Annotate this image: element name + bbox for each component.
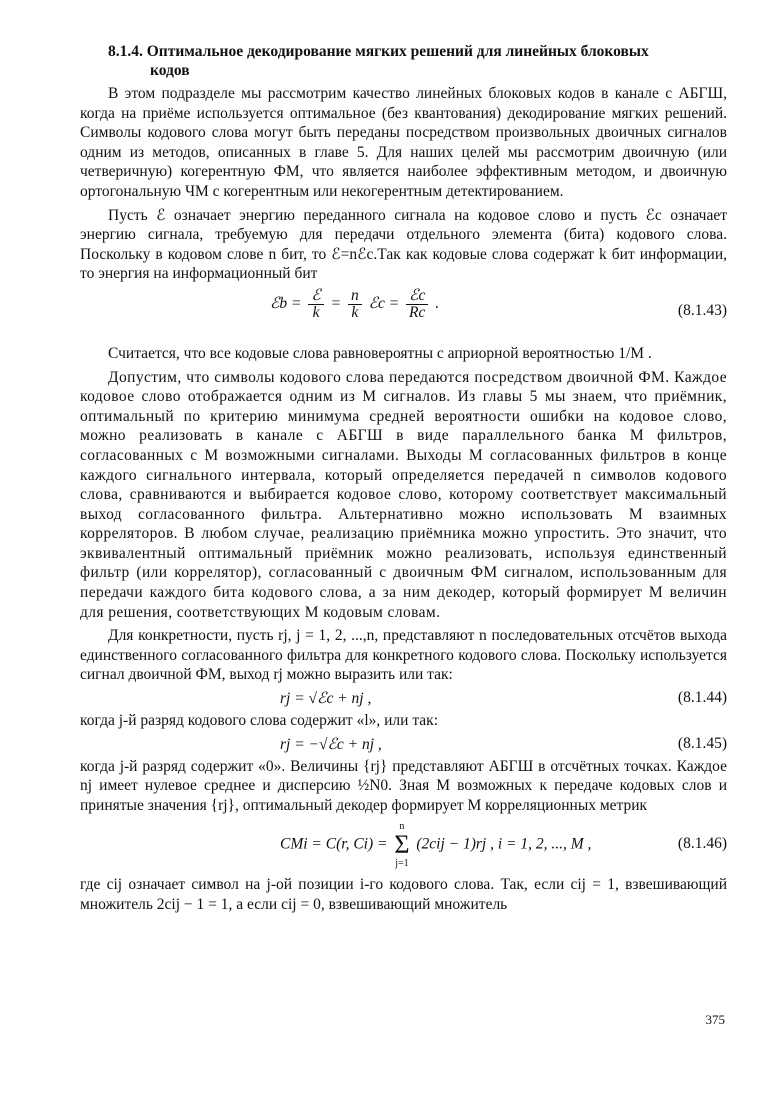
eq43-frac1 <box>308 288 323 321</box>
equation-8-1-43 <box>80 284 727 344</box>
eq46-rhs: (2cij − 1)rj , i = 1, 2, ..., M , <box>416 835 592 853</box>
eq46-sum <box>394 821 409 869</box>
eq43-frac3 <box>406 288 428 321</box>
eq43-tail: . <box>435 295 440 312</box>
eq46-lhs: CMi = C(r, Ci) = <box>280 835 388 853</box>
paragraph-equiprobable: Считается, что все кодовые слова равновероятны с априорной вероятностью 1/M . <box>108 344 652 362</box>
eq43-mid2: ℰc = <box>368 295 400 312</box>
eq46-sum-top: n <box>399 821 405 833</box>
paragraph-samples: Для конкретности, пусть rj, j = 1, 2, ...,n, представляют n последовательных отсчётов выхода единственного согласованного фильтра для конкретного кодового слова. Поскольку используется сигнал двоичной ФМ, выход rj можно выразить или так: <box>80 627 727 684</box>
eq45-text: rj = −√ℰc + nj , <box>280 735 382 753</box>
eq45-label: (8.1.45) <box>677 734 727 752</box>
eq43-mid1: = <box>330 295 342 312</box>
eq46-label: (8.1.46) <box>677 835 727 853</box>
equation-8-1-45 <box>80 731 727 757</box>
paragraph-energy: Пусть ℰ означает энергию переданного сигнала на кодовое слово и пусть ℰc означает энергию сигнала, требуемую для передачи отдельного элемента (бита) кодового слова. Поскольку в кодовом слове n бит, то ℰ=nℰc.Так как кодовые слова содержат k бит информации, то энергия на информационный бит <box>80 206 727 283</box>
section-heading <box>108 42 727 80</box>
eq43-label: (8.1.43) <box>677 301 727 319</box>
eq43-frac2-den: k <box>351 303 359 321</box>
eq44-text: rj = √ℰc + nj , <box>280 690 372 708</box>
sigma-icon: Σ <box>394 830 410 860</box>
section-title-line2: кодов <box>150 62 190 79</box>
eq43-frac3-num: ℰc <box>406 288 428 305</box>
eq43-lhs: ℰb = <box>270 295 302 312</box>
paragraph-intro: В этом подразделе мы рассмотрим качество линейных блоковых кодов в канале с АБГШ, когда на приёме используется оптимальное (без квантования) декодирование мягких решений. Символы кодового слова могут быть переданы посредством произвольных двоичных сигналов одним из методов, описанных в главе 5. Для наших целей мы рассмотрим двоичную (или четверичную) когерентную ФМ, что является наиболее эффективным методом, и двоичную ортогональную ЧМ с когерентным или некогерентным детектированием. <box>80 85 727 200</box>
eq43-frac1-num: ℰ <box>308 288 323 305</box>
eq43-frac2-num: n <box>348 288 362 305</box>
eq46-sum-bottom: j=1 <box>395 858 409 870</box>
equation-8-1-46 <box>80 815 727 875</box>
section-number: 8.1.4. <box>108 43 143 60</box>
eq43-frac3-den: Rc <box>409 303 426 321</box>
paragraph-noise: когда j-й разряд содержит «0». Величины {rj} представляют АБГШ в отсчётных точках. Каждое nj имеет нулевое среднее и дисперсию ½N0. Зная M возможных к передаче кодовых слов и принятые значения {rj}, оптимальный декодер формирует M корреляционных метрик <box>80 757 727 814</box>
paragraph-weights: где cij означает символ на j-ой позиции i-го кодового слова. Так, если cij = 1, взвешивающий множитель 2cij − 1 = 1, а если cij = 0, взвешивающий множитель <box>80 876 727 913</box>
equation-8-1-44 <box>80 685 727 711</box>
eq43-frac1-den: k <box>312 303 320 321</box>
paragraph-bit-one: когда j-й разряд кодового слова содержит «l», или так: <box>80 712 439 730</box>
paragraph-receiver: Допустим, что символы кодового слова передаются посредством двоичной ФМ. Каждое кодовое слово отображается одним из M сигналов. Из главы 5 мы знаем, что приёмник, оптимальный по критерию минимума средней вероятности ошибки на кодовое слово, можно реализовать в канале с АБГШ в виде параллельного банка M фильтров, согласованных с M возможными сигналами. Выходы M согласованных фильтров в конце каждого сигнального интервала, который определяется передачей n символов кодового слова, сравниваются и выбирается кодовое слово, которому соответствует максимальный выход согласованного фильтра. Альтернативно можно использовать M взаимных корреляторов. В любом случае, реализацию приёмника можно упростить. Это значит, что эквивалентный оптимальный приёмник можно реализовать, используя единственный фильтр (или коррелятор), согласованный с двоичным ФМ сигналом, использованным для передачи каждого бита кодового слова, а за ним декодер, который формирует M величин для решения, соответствующих M кодовым словам. <box>80 368 727 621</box>
page-number: 375 <box>705 1012 725 1027</box>
section-title-line1: Оптимальное декодирование мягких решений для линейных блоковых <box>146 43 649 60</box>
eq44-label: (8.1.44) <box>677 689 727 707</box>
eq43-frac2 <box>348 288 362 321</box>
